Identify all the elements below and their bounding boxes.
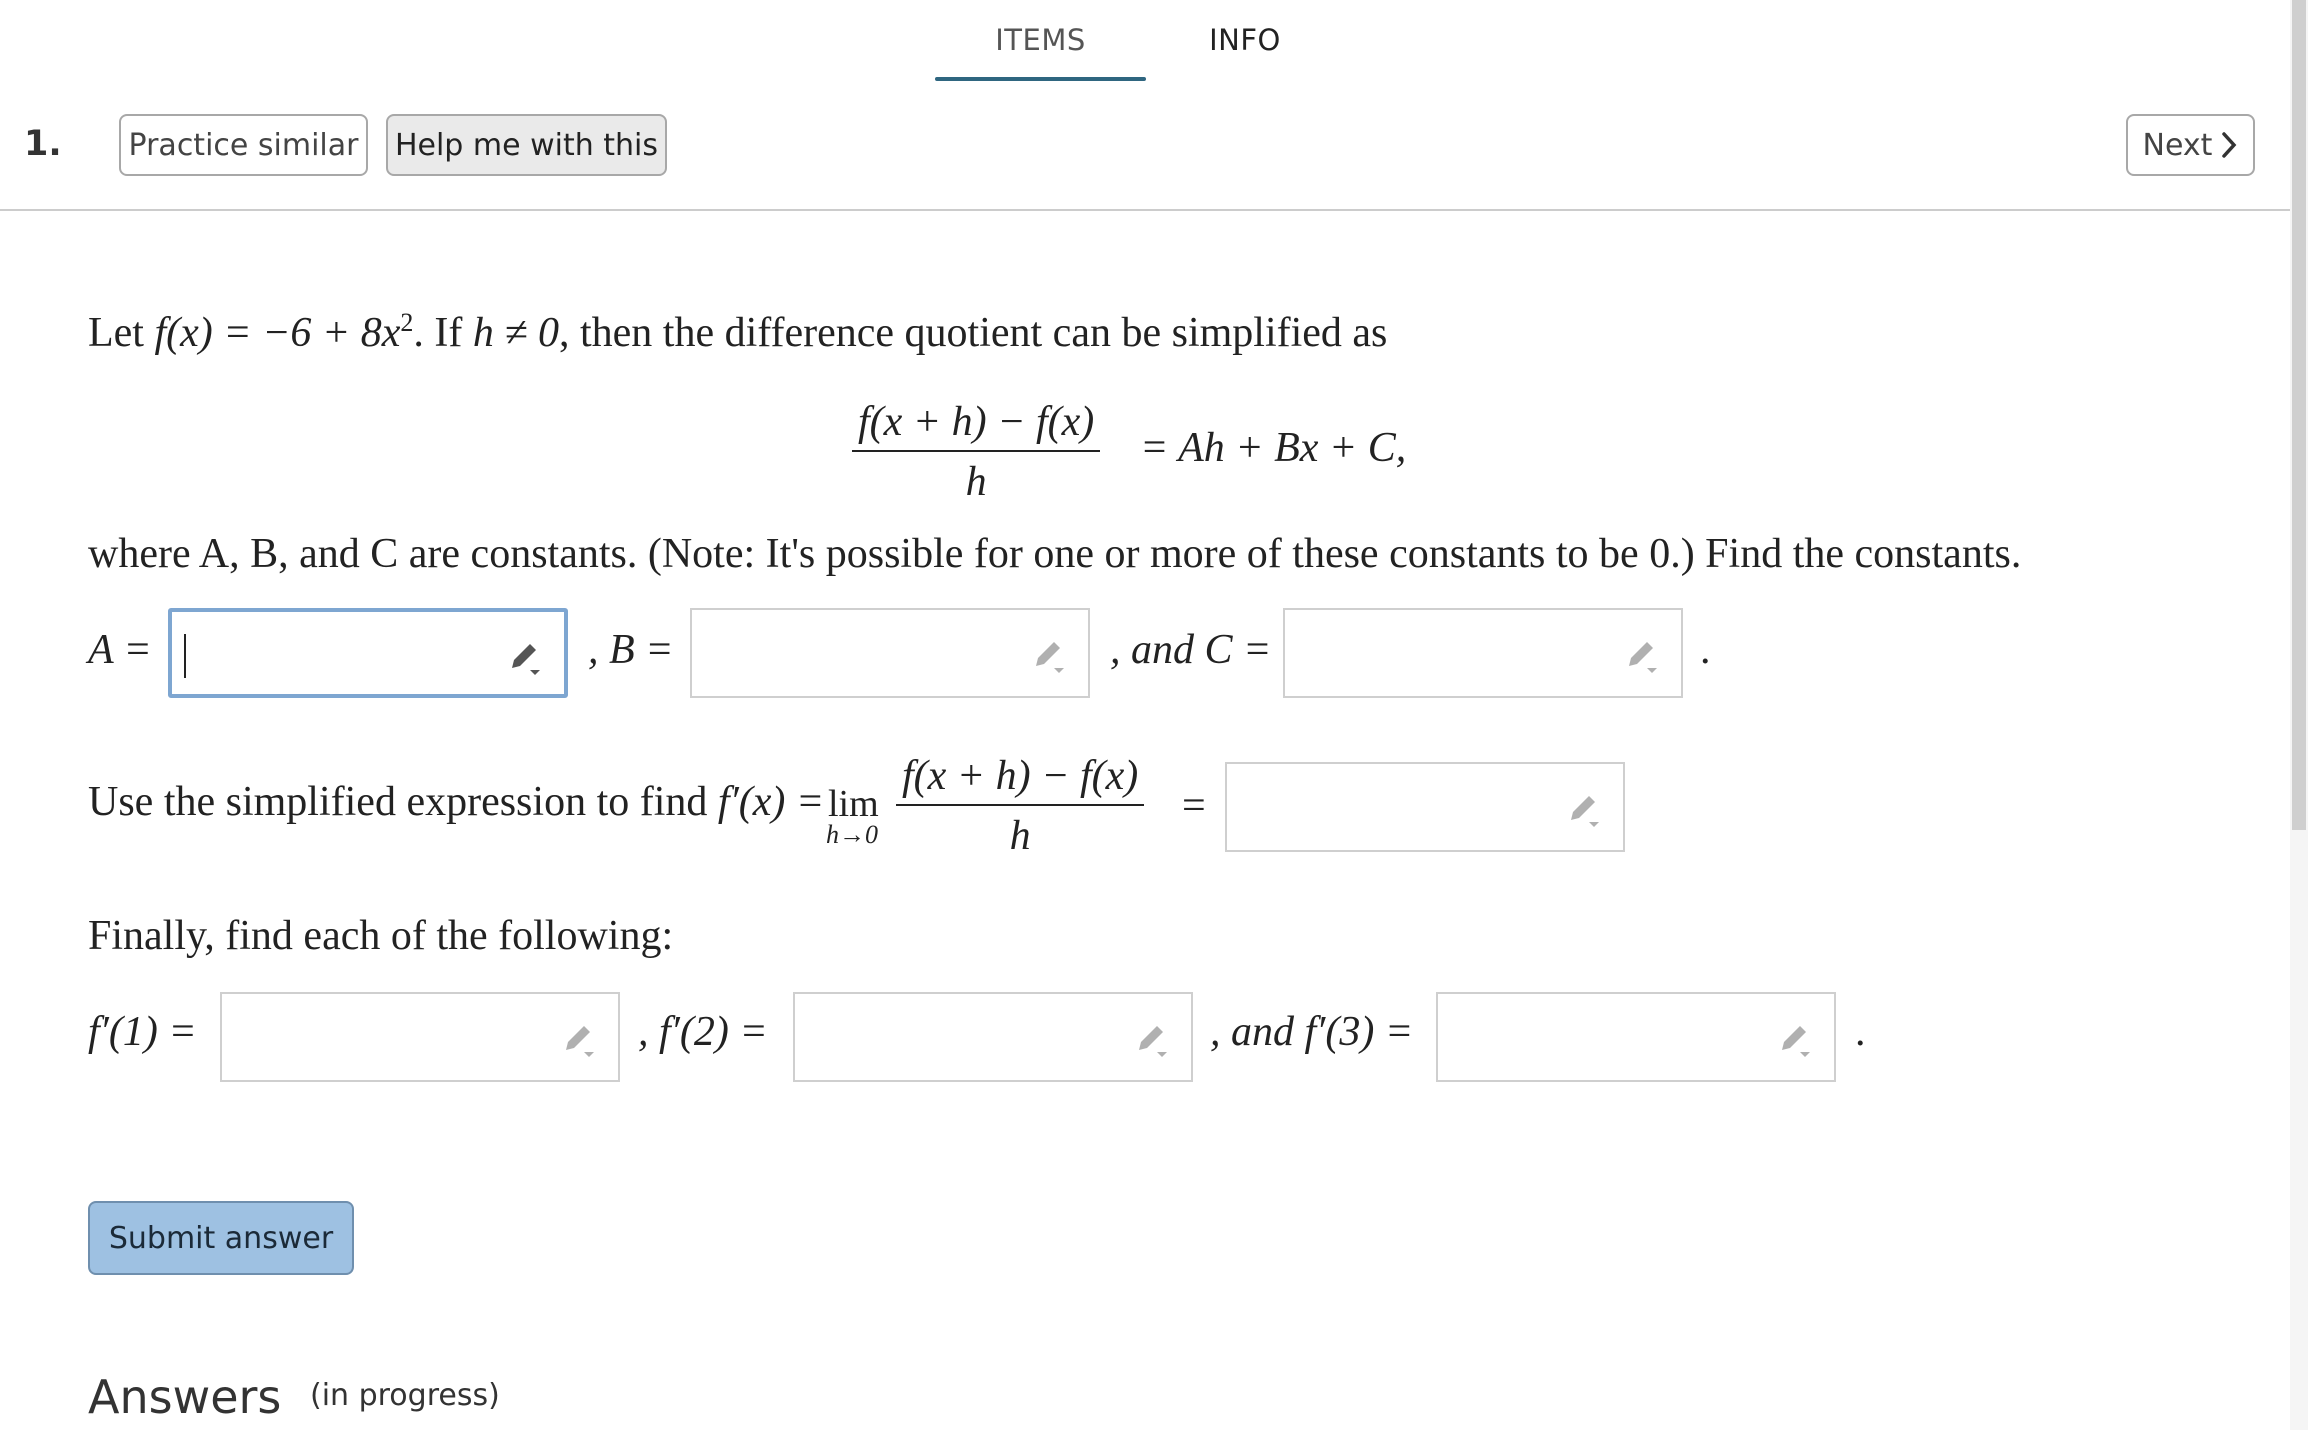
label-f2: , f′(2) =: [638, 1009, 768, 1055]
derivative-equals: =: [1182, 783, 1206, 829]
label-c: , and C =: [1110, 627, 1272, 673]
practice-similar-button[interactable]: Practice similar: [119, 114, 368, 176]
tab-info[interactable]: INFO: [1209, 23, 1281, 57]
label-f3: , and f′(3) =: [1210, 1009, 1414, 1055]
pencil-dropdown-icon[interactable]: [1028, 636, 1068, 676]
answers-heading: Answers: [88, 1370, 282, 1424]
answer-input-c[interactable]: [1283, 608, 1683, 698]
period-2: .: [1855, 1009, 1866, 1055]
difference-quotient-rhs: = Ah + Bx + C,: [1140, 425, 1407, 471]
pencil-dropdown-icon[interactable]: [1774, 1020, 1814, 1060]
limit-subscript: h→0: [826, 820, 878, 849]
constants-note: where A, B, and C are constants. (Note: It's possible for one or more of these constants to be 0.) Find the constants.: [88, 531, 2022, 577]
derivative-quotient: $\frac{f(x + h) - f(x)}{h}$: [896, 752, 1144, 860]
label-a: A =: [88, 627, 152, 673]
pencil-dropdown-icon[interactable]: [504, 638, 544, 678]
answer-input-f3[interactable]: [1436, 992, 1836, 1082]
next-label: Next: [2142, 127, 2213, 163]
answer-input-f1[interactable]: [220, 992, 620, 1082]
tab-bar: [0, 0, 2290, 84]
active-tab-indicator: [935, 77, 1146, 81]
header-divider: [0, 209, 2290, 211]
derivative-prompt: Use the simplified expression to find f′(x) =: [88, 779, 825, 825]
pencil-dropdown-icon[interactable]: [1621, 636, 1661, 676]
answer-input-fprime[interactable]: [1225, 762, 1625, 852]
pencil-dropdown-icon[interactable]: [1131, 1020, 1171, 1060]
pencil-dropdown-icon[interactable]: [1563, 790, 1603, 830]
period-1: .: [1700, 627, 1711, 673]
answer-input-b[interactable]: [690, 608, 1090, 698]
tab-items[interactable]: ITEMS: [995, 23, 1086, 57]
label-b: , B =: [588, 627, 674, 673]
label-f1: f′(1) =: [88, 1009, 197, 1055]
difference-quotient: $\frac{f(x + h) - f(x)}{h}$: [852, 398, 1100, 506]
question-number: 1.: [24, 124, 62, 164]
submit-answer-button[interactable]: Submit answer: [88, 1201, 354, 1275]
answers-status: (in progress): [310, 1378, 500, 1413]
answer-input-f2[interactable]: [793, 992, 1193, 1082]
help-me-button[interactable]: Help me with this: [386, 114, 667, 176]
answer-input-a[interactable]: [168, 608, 568, 698]
chevron-right-icon: [2220, 131, 2238, 159]
final-prompt: Finally, find each of the following:: [88, 913, 674, 959]
scrollbar-thumb[interactable]: [2292, 0, 2306, 830]
limit-word: lim: [828, 783, 879, 825]
pencil-dropdown-icon[interactable]: [558, 1020, 598, 1060]
text-cursor: [184, 634, 186, 678]
next-button[interactable]: [2126, 114, 2255, 176]
problem-statement: Let $f(x) = -6 + 8x^2$. If h ≠ 0, then the difference quotient can be simplified as: [88, 308, 1388, 356]
